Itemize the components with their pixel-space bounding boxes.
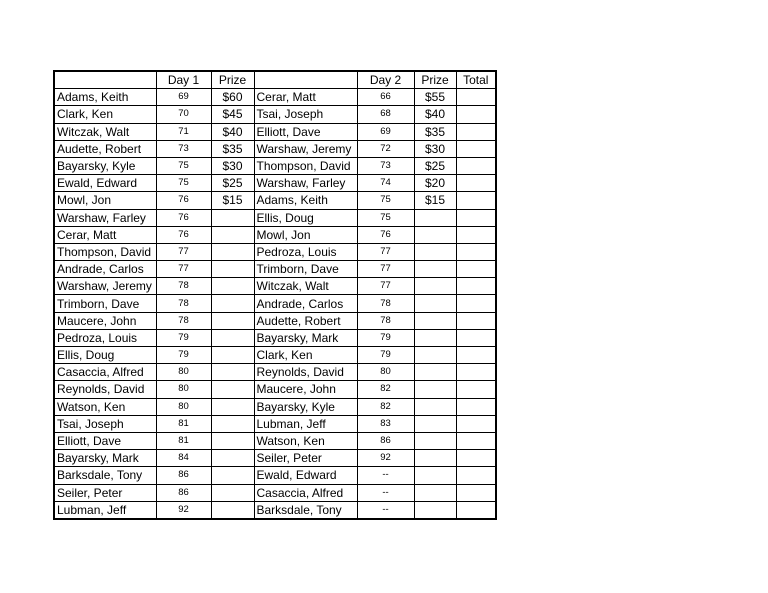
total-cell: [456, 450, 496, 467]
table-row: [54, 89, 496, 106]
day1-player-name: Pedroza, Louis: [54, 329, 156, 346]
day1-score: 71: [156, 123, 211, 140]
day2-score: 75: [357, 209, 414, 226]
total-cell: [456, 89, 496, 106]
day1-player-name: Warshaw, Farley: [54, 209, 156, 226]
day2-prize: [414, 501, 456, 519]
total-cell: [456, 192, 496, 209]
day1-player-name: Ewald, Edward: [54, 175, 156, 192]
day1-player-name: Lubman, Jeff: [54, 501, 156, 519]
day2-player-name: Witczak, Walt: [254, 278, 357, 295]
day1-score: 76: [156, 226, 211, 243]
day1-prize: [211, 329, 254, 346]
day2-player-name: Seiler, Peter: [254, 450, 357, 467]
table-row: [54, 192, 496, 209]
day2-score: 82: [357, 381, 414, 398]
day1-score: 78: [156, 312, 211, 329]
day2-player-name: Clark, Ken: [254, 347, 357, 364]
table-row: [54, 501, 496, 519]
day2-player-name: Mowl, Jon: [254, 226, 357, 243]
table-row: [54, 432, 496, 449]
day2-prize: $20: [414, 175, 456, 192]
day1-player-name: Warshaw, Jeremy: [54, 278, 156, 295]
table-row: [54, 157, 496, 174]
total-cell: [456, 140, 496, 157]
day2-prize: [414, 450, 456, 467]
day2-player-name: Bayarsky, Mark: [254, 329, 357, 346]
day1-player-name: Seiler, Peter: [54, 484, 156, 501]
day2-score: 68: [357, 106, 414, 123]
total-cell: [456, 226, 496, 243]
day1-score: 80: [156, 398, 211, 415]
day2-player-name: Audette, Robert: [254, 312, 357, 329]
total-cell: [456, 175, 496, 192]
day1-prize: $40: [211, 123, 254, 140]
table-row: [54, 175, 496, 192]
day1-score: 92: [156, 501, 211, 519]
day2-prize: [414, 329, 456, 346]
day1-prize: [211, 209, 254, 226]
header-prize-day1: Prize: [211, 71, 254, 89]
day2-player-name: Tsai, Joseph: [254, 106, 357, 123]
day2-player-name: Elliott, Dave: [254, 123, 357, 140]
day1-score: 76: [156, 209, 211, 226]
day2-player-name: Adams, Keith: [254, 192, 357, 209]
day2-player-name: Watson, Ken: [254, 432, 357, 449]
header-day1: Day 1: [156, 71, 211, 89]
day2-prize: $15: [414, 192, 456, 209]
day2-player-name: Ellis, Doug: [254, 209, 357, 226]
table-row: [54, 261, 496, 278]
day2-player-name: Andrade, Carlos: [254, 295, 357, 312]
day2-player-name: Lubman, Jeff: [254, 415, 357, 432]
day2-score: 79: [357, 347, 414, 364]
day1-prize: [211, 432, 254, 449]
day1-prize: $45: [211, 106, 254, 123]
table-row: [54, 295, 496, 312]
day1-prize: [211, 295, 254, 312]
total-cell: [456, 501, 496, 519]
day1-score: 81: [156, 432, 211, 449]
day2-score: 82: [357, 398, 414, 415]
day2-prize: [414, 381, 456, 398]
day1-player-name: Elliott, Dave: [54, 432, 156, 449]
day2-prize: [414, 484, 456, 501]
day1-prize: [211, 312, 254, 329]
day2-player-name: Casaccia, Alfred: [254, 484, 357, 501]
day2-prize: $40: [414, 106, 456, 123]
table-row: [54, 140, 496, 157]
day2-prize: [414, 432, 456, 449]
total-cell: [456, 329, 496, 346]
day2-score: --: [357, 484, 414, 501]
day1-prize: [211, 347, 254, 364]
day2-score: 73: [357, 157, 414, 174]
day1-prize: [211, 467, 254, 484]
day1-player-name: Casaccia, Alfred: [54, 364, 156, 381]
table-row: [54, 484, 496, 501]
day1-player-name: Cerar, Matt: [54, 226, 156, 243]
header-total: Total: [456, 71, 496, 89]
day1-prize: [211, 484, 254, 501]
total-cell: [456, 432, 496, 449]
day2-player-name: Trimborn, Dave: [254, 261, 357, 278]
day1-score: 78: [156, 278, 211, 295]
day2-player-name: Maucere, John: [254, 381, 357, 398]
day2-prize: $30: [414, 140, 456, 157]
day1-player-name: Adams, Keith: [54, 89, 156, 106]
table-row: [54, 381, 496, 398]
day2-prize: $55: [414, 89, 456, 106]
table-row: [54, 243, 496, 260]
total-cell: [456, 467, 496, 484]
table-row: [54, 209, 496, 226]
total-cell: [456, 398, 496, 415]
day2-score: 77: [357, 261, 414, 278]
day1-score: 86: [156, 467, 211, 484]
day1-score: 79: [156, 347, 211, 364]
day1-prize: $30: [211, 157, 254, 174]
table-row: [54, 312, 496, 329]
day2-player-name: Reynolds, David: [254, 364, 357, 381]
day2-player-name: Warshaw, Jeremy: [254, 140, 357, 157]
day1-player-name: Reynolds, David: [54, 381, 156, 398]
total-cell: [456, 484, 496, 501]
day1-score: 79: [156, 329, 211, 346]
header-day2: Day 2: [357, 71, 414, 89]
day1-player-name: Ellis, Doug: [54, 347, 156, 364]
day2-player-name: Pedroza, Louis: [254, 243, 357, 260]
day1-prize: [211, 381, 254, 398]
day1-player-name: Andrade, Carlos: [54, 261, 156, 278]
day2-score: 79: [357, 329, 414, 346]
total-cell: [456, 243, 496, 260]
day1-score: 81: [156, 415, 211, 432]
day1-prize: [211, 415, 254, 432]
table-row: [54, 106, 496, 123]
header-prize-day2: Prize: [414, 71, 456, 89]
day2-score: 78: [357, 295, 414, 312]
total-cell: [456, 278, 496, 295]
table-row: [54, 123, 496, 140]
day1-score: 70: [156, 106, 211, 123]
table-body: [54, 89, 496, 519]
table-row: [54, 347, 496, 364]
header-name-day2: [254, 71, 357, 89]
total-cell: [456, 295, 496, 312]
day2-score: 75: [357, 192, 414, 209]
day2-prize: $25: [414, 157, 456, 174]
table-row: [54, 467, 496, 484]
day1-score: 77: [156, 261, 211, 278]
day1-prize: [211, 261, 254, 278]
day2-score: 72: [357, 140, 414, 157]
day1-score: 69: [156, 89, 211, 106]
day1-prize: [211, 501, 254, 519]
day1-player-name: Tsai, Joseph: [54, 415, 156, 432]
day2-player-name: Warshaw, Farley: [254, 175, 357, 192]
day2-prize: $35: [414, 123, 456, 140]
day1-player-name: Trimborn, Dave: [54, 295, 156, 312]
day2-prize: [414, 312, 456, 329]
day1-prize: $35: [211, 140, 254, 157]
day2-score: --: [357, 467, 414, 484]
day1-player-name: Maucere, John: [54, 312, 156, 329]
day2-score: 80: [357, 364, 414, 381]
day1-player-name: Bayarsky, Kyle: [54, 157, 156, 174]
day1-score: 84: [156, 450, 211, 467]
results-table: [53, 70, 497, 520]
day1-score: 75: [156, 157, 211, 174]
day1-score: 76: [156, 192, 211, 209]
day2-prize: [414, 295, 456, 312]
total-cell: [456, 415, 496, 432]
day2-player-name: Thompson, David: [254, 157, 357, 174]
day2-prize: [414, 467, 456, 484]
table-row: [54, 364, 496, 381]
day1-prize: $60: [211, 89, 254, 106]
day1-prize: [211, 243, 254, 260]
day1-prize: [211, 364, 254, 381]
day1-score: 73: [156, 140, 211, 157]
day2-score: 66: [357, 89, 414, 106]
total-cell: [456, 157, 496, 174]
day1-score: 86: [156, 484, 211, 501]
total-cell: [456, 381, 496, 398]
total-cell: [456, 347, 496, 364]
day1-player-name: Watson, Ken: [54, 398, 156, 415]
header-name-day1: [54, 71, 156, 89]
day2-prize: [414, 226, 456, 243]
day1-score: 75: [156, 175, 211, 192]
day2-score: 86: [357, 432, 414, 449]
day2-score: 69: [357, 123, 414, 140]
day2-score: 78: [357, 312, 414, 329]
total-cell: [456, 312, 496, 329]
total-cell: [456, 123, 496, 140]
day2-score: --: [357, 501, 414, 519]
day1-player-name: Witczak, Walt: [54, 123, 156, 140]
total-cell: [456, 364, 496, 381]
day2-player-name: Cerar, Matt: [254, 89, 357, 106]
day1-prize: $25: [211, 175, 254, 192]
day2-score: 77: [357, 278, 414, 295]
day1-score: 78: [156, 295, 211, 312]
day2-prize: [414, 209, 456, 226]
day2-player-name: Bayarsky, Kyle: [254, 398, 357, 415]
day1-prize: [211, 450, 254, 467]
day2-score: 76: [357, 226, 414, 243]
day1-prize: [211, 226, 254, 243]
day1-player-name: Barksdale, Tony: [54, 467, 156, 484]
day1-player-name: Clark, Ken: [54, 106, 156, 123]
day2-prize: [414, 243, 456, 260]
day2-prize: [414, 278, 456, 295]
day1-prize: [211, 278, 254, 295]
table-row: [54, 398, 496, 415]
day1-player-name: Thompson, David: [54, 243, 156, 260]
day2-prize: [414, 398, 456, 415]
day2-score: 92: [357, 450, 414, 467]
day2-prize: [414, 415, 456, 432]
day2-player-name: Barksdale, Tony: [254, 501, 357, 519]
day1-score: 77: [156, 243, 211, 260]
day1-player-name: Audette, Robert: [54, 140, 156, 157]
day1-player-name: Mowl, Jon: [54, 192, 156, 209]
day2-prize: [414, 261, 456, 278]
table-row: [54, 278, 496, 295]
day2-prize: [414, 347, 456, 364]
day1-score: 80: [156, 364, 211, 381]
day1-score: 80: [156, 381, 211, 398]
table-row: [54, 415, 496, 432]
day2-prize: [414, 364, 456, 381]
day2-score: 77: [357, 243, 414, 260]
day2-player-name: Ewald, Edward: [254, 467, 357, 484]
total-cell: [456, 106, 496, 123]
day1-player-name: Bayarsky, Mark: [54, 450, 156, 467]
day1-prize: [211, 398, 254, 415]
total-cell: [456, 261, 496, 278]
table-row: [54, 226, 496, 243]
day2-score: 83: [357, 415, 414, 432]
header-row: [54, 71, 496, 89]
total-cell: [456, 209, 496, 226]
day1-prize: $15: [211, 192, 254, 209]
table-row: [54, 329, 496, 346]
table-row: [54, 450, 496, 467]
day2-score: 74: [357, 175, 414, 192]
